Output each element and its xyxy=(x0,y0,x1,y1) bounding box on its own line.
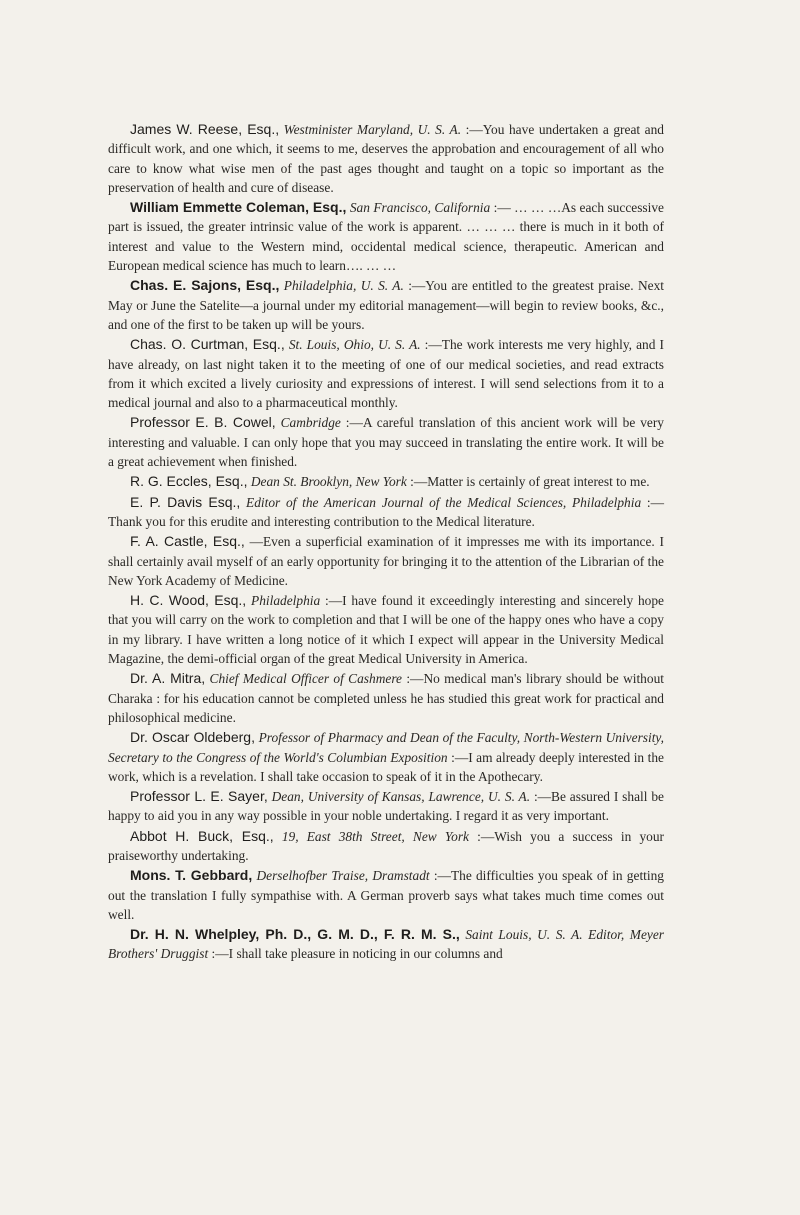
testimonial-entry xyxy=(108,827,664,866)
testimonial-author: Dr. A. Mitra, xyxy=(130,670,206,687)
testimonial-entry xyxy=(108,335,664,412)
testimonial-text: :—I am already deeply interested in the work, which is a revelation. I shall take occasion to speak of it in the Apothecary. xyxy=(108,749,664,784)
testimonial-text: :—Matter is certainly of great interest to me. xyxy=(406,474,650,490)
testimonial-entry xyxy=(108,493,664,532)
testimonial-entry xyxy=(108,120,664,197)
testimonial-text: —Even a superficial examination of it impresses me with its importance. I shall certainly avail myself of an early opportunity for bringing it to the attention of the Librarian of the New York Academy of Medicine. xyxy=(108,534,664,588)
testimonial-entry xyxy=(108,276,664,334)
testimonial-author: R. G. Eccles, Esq., xyxy=(130,473,248,490)
testimonial-entry xyxy=(108,728,664,786)
testimonial-affiliation: Dean St. Brooklyn, New York xyxy=(250,474,407,490)
testimonial-text: :—You have undertaken a great and difficult work, and one which, it seems to me, deserves the approbation and encouragement of all who care to know what wise men of the past ages thought and taught on a topic so important as the preservation of health and cure of disease. xyxy=(108,122,664,195)
testimonial-affiliation: Dean, University of Kansas, Lawrence, U. S. A. xyxy=(271,789,531,805)
testimonial-text: :—The work interests me very highly, and I have already, on last night taken it to the meeting of one of our medical societies, and read extracts from it which excited a lively curiosity and expressions of interest. I will send selections from it to a medical journal and also to a pharmaceutical monthly. xyxy=(108,337,664,411)
testimonial-affiliation: Derselhofber Traise, Dramstadt xyxy=(256,868,430,884)
testimonial-affiliation: Philadelphia, U. S. A. xyxy=(283,278,404,294)
testimonial-affiliation: 19, East 38th Street, New York xyxy=(281,828,469,844)
testimonial-author: Professor L. E. Sayer, xyxy=(130,788,268,805)
testimonial-author: F. A. Castle, Esq., xyxy=(130,533,245,550)
testimonial-author: Mons. T. Gebbard, xyxy=(130,867,253,884)
testimonial-text: :—I shall take pleasure in noticing in our columns and xyxy=(208,946,503,962)
testimonial-text: :—A careful translation of this ancient work will be very interesting and valuable. I can only hope that you may succeed in translating the entire work. It will be a great achievement when finished. xyxy=(108,415,665,470)
testimonial-entry xyxy=(108,532,664,590)
testimonial-text: :—Thank you for this erudite and interesting contribution to the Medical literature. xyxy=(108,494,664,529)
testimonial-affiliation: Westminister Maryland, U. S. A. xyxy=(283,122,462,137)
testimonial-author: H. C. Wood, Esq., xyxy=(130,592,247,609)
testimonial-author: Dr. H. N. Whelpley, Ph. D., G. M. D., F. R. M. S., xyxy=(130,926,460,943)
testimonial-affiliation: Saint Louis, U. S. A. Editor, Meyer Brothers' Druggist xyxy=(108,927,665,962)
testimonial-author: Chas. E. Sajons, Esq., xyxy=(130,277,280,294)
testimonial-text: :—I have found it exceedingly interesting and sincerely hope that you will carry on the work to completion and that I will be one of the happy ones who have a copy in my library. I have written a long notice of it which I expect will appear in the University Medical Magazine, the demi-official organ of the great Medical University in America. xyxy=(108,593,664,667)
testimonials-list xyxy=(108,120,664,965)
testimonial-affiliation: Cambridge xyxy=(280,415,341,431)
testimonial-affiliation: Editor of the American Journal of the Medical Sciences, Philadelphia xyxy=(246,494,642,510)
testimonial-author: Chas. O. Curtman, Esq., xyxy=(130,336,285,353)
testimonial-entry xyxy=(108,787,664,826)
testimonial-author: Abbot H. Buck, Esq., xyxy=(130,827,274,844)
testimonial-entry xyxy=(108,198,664,275)
testimonial-text: :—The difficulties you speak of in getting out the translation I fully sympathise with. A German proverb says what takes much time comes out well. xyxy=(108,868,665,922)
testimonial-affiliation: Philadelphia xyxy=(251,593,321,609)
testimonial-affiliation: St. Louis, Ohio, U. S. A. xyxy=(288,337,421,353)
testimonial-author: Professor E. B. Cowel, xyxy=(130,414,276,431)
testimonial-author: Dr. Oscar Oldeberg, xyxy=(130,729,255,746)
testimonial-text: :—Be assured I shall be happy to aid you in any way possible in your noble undertaking. I regard it as very important. xyxy=(108,789,664,824)
testimonial-entry xyxy=(108,669,664,727)
testimonial-text: :—You are entitled to the greatest praise. Next May or June the Satelite—a journal under my editorial management—will begin to review books, &c., and one of the first to be taken up will be yours. xyxy=(108,278,664,332)
testimonial-entry xyxy=(108,925,664,964)
testimonial-author: E. P. Davis Esq., xyxy=(130,493,241,510)
testimonial-text: :—Wish you a success in your praiseworthy undertaking. xyxy=(108,828,664,863)
testimonial-author: William Emmette Coleman, Esq., xyxy=(130,199,347,216)
testimonial-affiliation: Chief Medical Officer of Cashmere xyxy=(209,671,402,687)
testimonial-entry xyxy=(108,472,664,491)
testimonial-text: :— … … …As each successive part is issued, the greater intrinsic value of the work is apparent. … … … there is much in it both of interest and value to the Western mind, occidental medical science, therapeutic. American and European medical science has much to learn…. … … xyxy=(108,200,664,274)
testimonial-entry xyxy=(108,413,664,471)
testimonial-author: James W. Reese, Esq., xyxy=(130,121,280,137)
testimonial-affiliation: San Francisco, California xyxy=(349,200,491,216)
testimonial-entry xyxy=(108,591,664,668)
testimonial-affiliation: Professor of Pharmacy and Dean of the Faculty, North-Western University, Secretary to the Congress of the World's Columbian Exposition xyxy=(108,730,664,765)
testimonial-entry xyxy=(108,866,664,924)
testimonial-text: :—No medical man's library should be without Charaka : for his education cannot be completed unless he has studied this great work for practical and philosophical medicine. xyxy=(108,671,664,725)
